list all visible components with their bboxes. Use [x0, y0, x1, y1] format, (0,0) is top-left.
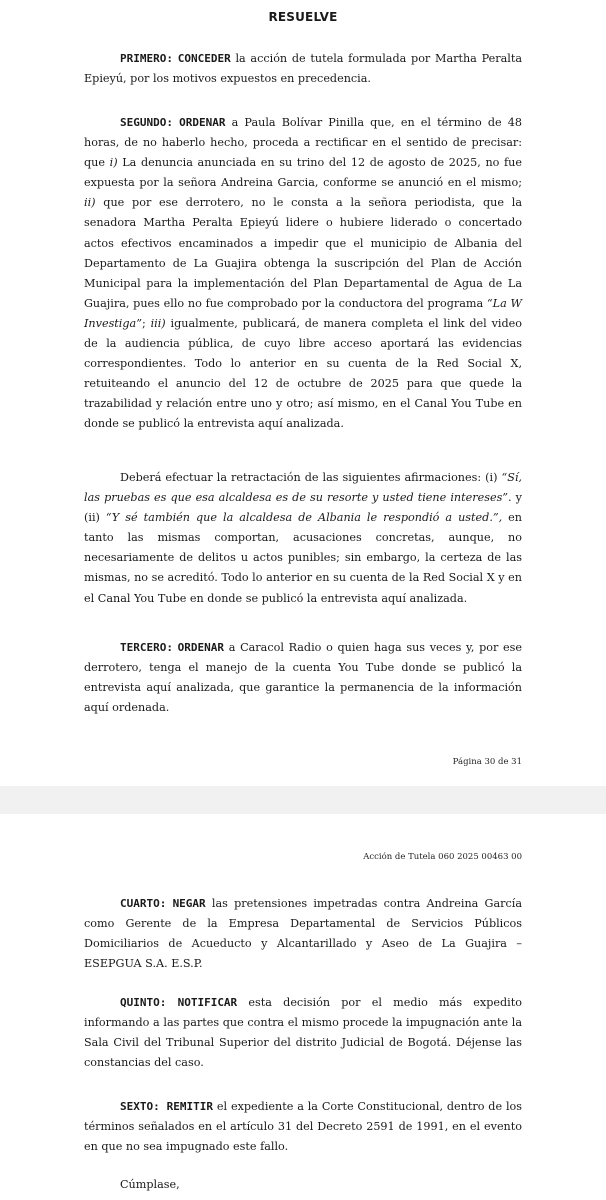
- paragraph-text: igualmente, publicará, de manera completa el link del video de la audiencia pública, de cuyo libre acceso aportará las evidencias correspondientes. Todo lo anterior en su cuenta de la Red Social X, retuiteando el anuncio del 12 de octubre de 2025 para que quede la trazabilidad y relación entre uno y otro; así mismo, en el Canal You Tube en donde se publicó la entrevista aquí analizada.: [84, 316, 522, 431]
- ordinal-label: SEXTO: [120, 1100, 154, 1113]
- paragraph-text: ;: [141, 316, 151, 330]
- resolution-tercero: [84, 638, 522, 718]
- ordinal-label: PRIMERO:: [120, 52, 173, 65]
- paragraph-text: a Paula Bolívar Pinilla que, en el término de 48 horas, de no haberlo hecho, proceda a rectificar en el sentido de precisar: que: [84, 116, 522, 170]
- ordinal-label: SEGUNDO:: [120, 116, 173, 129]
- section-title: RESUELVE: [268, 10, 338, 24]
- program-name: “La W Investiga”: [84, 296, 522, 330]
- list-marker: iii): [150, 316, 166, 330]
- paragraph-text: que por ese derrotero, no le consta a la señora periodista, que la senadora Martha Peralta Epieyú lidere o hubiere liderado o concertado actos efectivos encaminados a impedir que el municipio de Albania del Departamento de La Guajira obtenga la suscripción del Plan de Acción Municipal para la implementación del Plan Departamental de Agua de La Guajira, pues ello no fue comprobado por la conductora del programa: [84, 196, 522, 310]
- quote: “Y sé también que la alcaldesa de Albania le respondió a usted.”,: [105, 511, 503, 525]
- paragraph-text: las pretensiones impetradas contra Andreina García como Gerente de la Empresa Departamental de Servicios Públicos Domiciliarios de Acueducto y Alcantarillado y Aseo de La Guajira – ESEPGUA S.A. E.S.P.: [84, 897, 523, 971]
- paragraph-text: en tanto las mismas comportan, acusaciones concretas, aunque, no necesariamente de delitos u actos punibles; sin embargo, la certeza de las mismas, no se acreditó. Todo lo anterior en su cuenta de la Red Social X y en el Canal You Tube en donde se publicó la entrevista aquí analizada.: [84, 511, 522, 605]
- order-verb: ORDENAR: [177, 641, 225, 654]
- paragraph-text: Deberá efectuar la retractación de las siguientes afirmaciones: (i): [120, 471, 502, 484]
- list-marker: ii): [84, 196, 96, 210]
- page-separator: [0, 786, 606, 814]
- paragraph-text: . y (ii): [84, 491, 522, 525]
- ordinal-label: CUARTO:: [120, 897, 167, 910]
- label-separator: :: [153, 1100, 167, 1113]
- paragraph-text: el expediente a la Corte Constitucional, dentro de los términos señalados en el artículo 31 del Decreto 2591 de 1991, en el evento en que no sea impugnado este fallo.: [84, 1100, 522, 1154]
- case-number-header: Acción de Tutela 060 2025 00463 00: [363, 852, 522, 862]
- paragraph-text: La denuncia anunciada en su trino del 12 de agosto de 2025, no fue expuesta por la señora Andreina Garcia, conforme se anunció en el mismo;: [84, 156, 523, 190]
- order-verb: ORDENAR: [179, 116, 226, 129]
- resolution-cuarto: [84, 894, 522, 974]
- order-verb: REMITIR: [166, 1100, 214, 1113]
- quote: “Sí, las pruebas es que esa alcaldesa es de su resorte y usted tiene intereses”: [84, 471, 522, 505]
- resolution-quinto: [84, 993, 522, 1073]
- order-verb: NEGAR: [172, 897, 206, 910]
- paragraph-text: a Caracol Radio o quien haga sus veces y, por ese derrotero, tenga el manejo de la cuenta You Tube donde se publicó la entrevista aquí analizada, que garantice la permanencia de la información aquí ordenada.: [84, 641, 522, 715]
- paragraph-text: esta decisión por el medio más expedito informando a las partes que contra el mismo procede la impugnación ante la Sala Civil del Tribunal Superior del distrito Judicial de Bogotá. Déjense las constancias del caso.: [84, 996, 522, 1070]
- resolution-primero: [84, 49, 522, 89]
- page-number: Página 30 de 31: [452, 757, 522, 767]
- ordinal-label: QUINTO:: [120, 996, 167, 1009]
- paragraph-text: la acción de tutela formulada por Martha Peralta Epieyú, por los motivos expuestos en precedencia.: [84, 52, 522, 86]
- retractacion-paragraph: [84, 468, 522, 609]
- order-verb: CONCEDER: [177, 52, 231, 65]
- resolution-segundo: [84, 113, 522, 435]
- list-marker: i): [109, 156, 118, 170]
- ordinal-label: TERCERO:: [120, 641, 173, 654]
- resolution-sexto: [84, 1097, 522, 1157]
- order-verb: NOTIFICAR: [177, 996, 238, 1009]
- closing-text: Cúmplase,: [120, 1178, 180, 1191]
